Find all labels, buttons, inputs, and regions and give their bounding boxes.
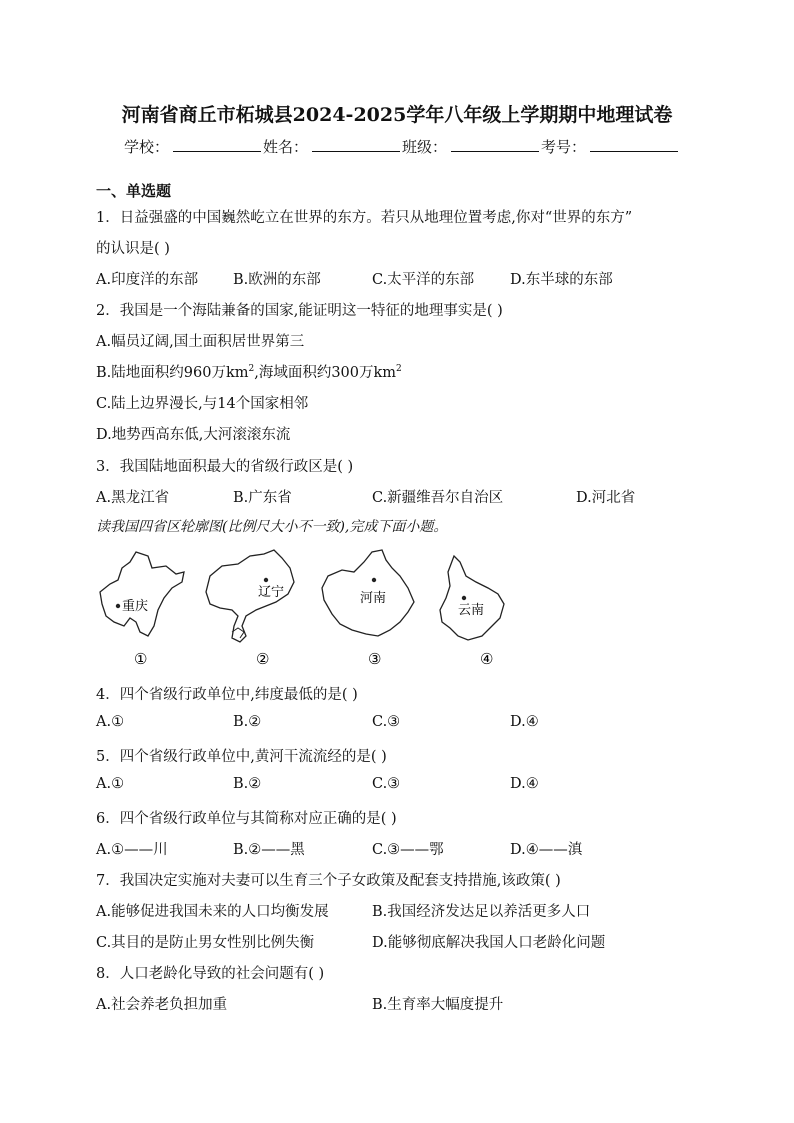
class-label: 班级： bbox=[402, 138, 448, 156]
q4-option-a[interactable]: A.① bbox=[96, 714, 125, 730]
province-outline-maps bbox=[96, 546, 516, 676]
map-intro: 读我国四省区轮廓图(比例尺大小不一致),完成下面小题。 bbox=[96, 519, 448, 535]
exam-number-label: 考号： bbox=[541, 138, 587, 156]
q7-option-d[interactable]: D.能够彻底解决我国人口老龄化问题 bbox=[372, 935, 606, 951]
map-label-chongqing: 重庆 bbox=[122, 599, 149, 614]
q4-option-d[interactable]: D.④ bbox=[510, 714, 539, 730]
q4-option-b[interactable]: B.② bbox=[233, 714, 262, 730]
q6-option-a[interactable]: A.①——川 bbox=[96, 842, 168, 858]
map-number-1: ① bbox=[134, 650, 148, 668]
map-number-2: ② bbox=[256, 650, 270, 668]
map-number-4: ④ bbox=[480, 650, 494, 668]
q1-option-a[interactable]: A.印度洋的东部 bbox=[96, 272, 199, 288]
q2-stem: 2．我国是一个海陆兼备的国家,能证明这一特征的地理事实是( ) bbox=[96, 303, 503, 319]
q5-option-b[interactable]: B.② bbox=[233, 776, 262, 792]
q3-stem: 3．我国陆地面积最大的省级行政区是( ) bbox=[96, 459, 354, 475]
map-chongqing bbox=[100, 552, 184, 668]
q1-stem-line2: 的认识是( ) bbox=[96, 241, 170, 257]
map-label-yunnan: 云南 bbox=[458, 603, 485, 618]
q1-stem-line1: 1．日益强盛的中国巍然屹立在世界的东方。若只从地理位置考虑,你对“世界的东方” bbox=[96, 210, 633, 226]
q1-option-c[interactable]: C.太平洋的东部 bbox=[372, 272, 475, 288]
q2-option-b[interactable] bbox=[96, 361, 402, 382]
map-henan bbox=[322, 550, 414, 668]
q6-option-c[interactable]: C.③——鄂 bbox=[372, 842, 444, 858]
q5-stem: 5．四个省级行政单位中,黄河干流流经的是( ) bbox=[96, 749, 387, 765]
q6-option-b[interactable]: B.②——黑 bbox=[233, 842, 305, 858]
q2-option-d[interactable]: D.地势西高东低,大河滚滚东流 bbox=[96, 427, 291, 443]
q2-option-b-part1: B.陆地面积约960万km bbox=[96, 365, 249, 381]
school-blank[interactable] bbox=[173, 137, 261, 152]
q4-stem: 4．四个省级行政单位中,纬度最低的是( ) bbox=[96, 687, 358, 703]
school-label: 学校： bbox=[124, 138, 170, 156]
q6-stem: 6．四个省级行政单位与其简称对应正确的是( ) bbox=[96, 811, 397, 827]
q8-option-b[interactable]: B.生育率大幅度提升 bbox=[372, 997, 504, 1013]
q8-stem: 8．人口老龄化导致的社会问题有( ) bbox=[96, 966, 325, 982]
name-label: 姓名： bbox=[263, 138, 309, 156]
q1-option-b[interactable]: B.欧洲的东部 bbox=[233, 272, 321, 288]
name-blank[interactable] bbox=[312, 137, 400, 152]
map-yunnan bbox=[440, 556, 504, 668]
q3-option-b[interactable]: B.广东省 bbox=[233, 490, 292, 506]
q3-option-c[interactable]: C.新疆维吾尔自治区 bbox=[372, 490, 504, 506]
q7-option-a[interactable]: A.能够促进我国未来的人口均衡发展 bbox=[96, 904, 329, 920]
map-label-henan: 河南 bbox=[360, 591, 387, 606]
q2-option-a[interactable]: A.幅员辽阔,国土面积居世界第三 bbox=[96, 334, 305, 350]
exam-title: 河南省商丘市柘城县2024-2025学年八年级上学期期中地理试卷 bbox=[121, 104, 673, 126]
section-heading: 一、单选题 bbox=[96, 182, 172, 200]
exam-number-blank[interactable] bbox=[590, 137, 678, 152]
q7-stem: 7．我国决定实施对夫妻可以生育三个子女政策及配套支持措施,该政策( ) bbox=[96, 873, 561, 889]
q5-option-d[interactable]: D.④ bbox=[510, 776, 539, 792]
student-info-row bbox=[124, 136, 680, 157]
q3-option-a[interactable]: A.黑龙江省 bbox=[96, 490, 170, 506]
map-number-3: ③ bbox=[368, 650, 382, 668]
q4-option-c[interactable]: C.③ bbox=[372, 714, 401, 730]
q7-option-c[interactable]: C.其目的是防止男女性别比例失衡 bbox=[96, 935, 315, 951]
map-label-liaoning: 辽宁 bbox=[258, 585, 285, 600]
q8-option-a[interactable]: A.社会养老负担加重 bbox=[96, 997, 228, 1013]
q3-option-d[interactable]: D.河北省 bbox=[576, 490, 636, 506]
map-liaoning bbox=[206, 550, 294, 668]
q2-option-c[interactable]: C.陆上边界漫长,与14个国家相邻 bbox=[96, 396, 309, 412]
q2-option-b-sup2: 2 bbox=[396, 364, 402, 375]
q1-option-d[interactable]: D.东半球的东部 bbox=[510, 272, 613, 288]
q5-option-a[interactable]: A.① bbox=[96, 776, 125, 792]
q5-option-c[interactable]: C.③ bbox=[372, 776, 401, 792]
q6-option-d[interactable]: D.④——滇 bbox=[510, 842, 583, 858]
q7-option-b[interactable]: B.我国经济发达足以养活更多人口 bbox=[372, 904, 591, 920]
q2-option-b-sup1: 2 bbox=[248, 364, 255, 375]
class-blank[interactable] bbox=[451, 137, 539, 152]
q2-option-b-part2: ,海域面积约300万km bbox=[254, 365, 397, 381]
